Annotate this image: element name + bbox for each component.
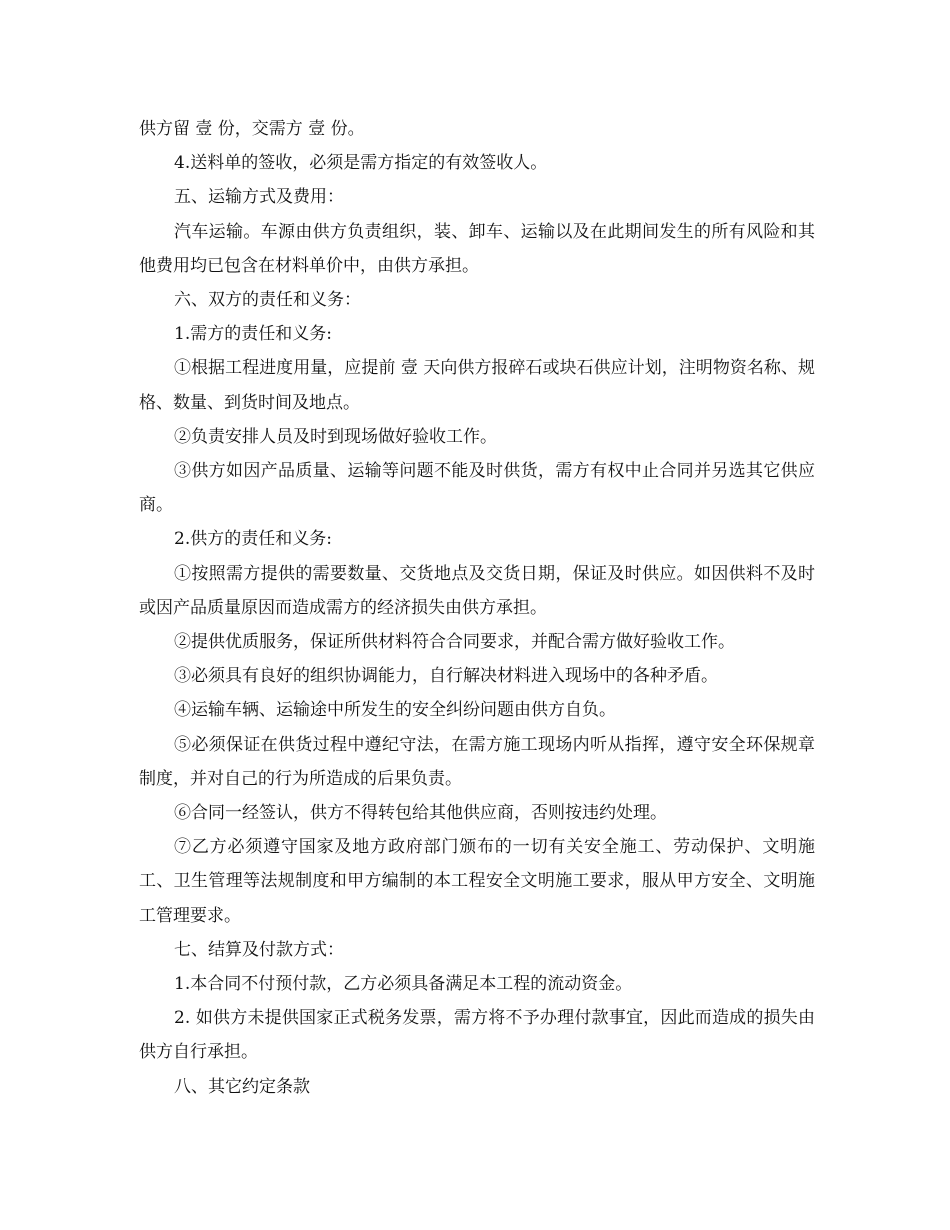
clause-buyer-1: ①根据工程进度用量，应提前 壹 天向供方报碎石或块石供应计划，注明物资名称、规格、数量、到货时间及地点。 <box>139 358 815 413</box>
clause-buyer-2: ②负责安排人员及时到现场做好验收工作。 <box>174 426 497 447</box>
section-heading-responsibilities: 六、双方的责任和义务： <box>174 290 361 311</box>
subheading-buyer-responsibilities: 1.需方的责任和义务: <box>174 324 332 345</box>
clause-supplier-1: ①按照需方提供的需要数量、交货地点及交货日期，保证及时供应。如因供料不及时或因产品质量原因而造成需方的经济损失由供方承担。 <box>139 563 815 618</box>
clause-buyer-3: ③供方如因产品质量、运输等问题不能及时供货，需方有权中止合同并另选其它供应商。 <box>139 461 815 516</box>
section-heading-settlement: 七、结算及付款方式： <box>174 939 344 960</box>
clause-supplier-6: ⑥合同一经签认，供方不得转包给其他供应商，否则按违约处理。 <box>174 803 667 824</box>
paragraph-delivery-copies: 供方留 壹 份，交需方 壹 份。 <box>139 119 365 139</box>
section-heading-other-terms: 八、其它约定条款 <box>174 1076 310 1097</box>
clause-settlement-1: 1.本合同不付预付款，乙方必须具备满足本工程的流动资金。 <box>174 974 633 995</box>
clause-settlement-2: 2. 如供方未提供国家正式税务发票，需方将不予办理付款事宜，因此而造成的损失由供方自行承担。 <box>139 1008 815 1063</box>
clause-supplier-4: ④运输车辆、运输途中所发生的安全纠纷问题由供方自负。 <box>174 700 616 721</box>
clause-supplier-5: ⑤必须保证在供货过程中遵纪守法，在需方施工现场内听从指挥，遵守安全环保规章制度，并对自己的行为所造成的后果负责。 <box>139 734 815 789</box>
paragraph-delivery-signoff: 4.送料单的签收，必须是需方指定的有效签收人。 <box>174 153 548 174</box>
paragraph-transport-terms: 汽车运输。车源由供方负责组织，装、卸车、运输以及在此期间发生的所有风险和其他费用均已包含在材料单价中，由供方承担。 <box>139 221 815 276</box>
subheading-supplier-responsibilities: 2.供方的责任和义务: <box>174 529 332 550</box>
clause-supplier-3: ③必须具有良好的组织协调能力，自行解决材料进入现场中的各种矛盾。 <box>174 666 718 687</box>
section-heading-transport: 五、运输方式及费用： <box>174 187 344 208</box>
document-page <box>139 112 815 1104</box>
clause-supplier-2: ②提供优质服务，保证所供材料符合合同要求，并配合需方做好验收工作。 <box>174 632 735 653</box>
clause-supplier-7: ⑦乙方必须遵守国家及地方政府部门颁布的一切有关安全施工、劳动保护、文明施工、卫生管理等法规制度和甲方编制的本工程安全文明施工要求，服从甲方安全、文明施工管理要求。 <box>139 837 815 926</box>
